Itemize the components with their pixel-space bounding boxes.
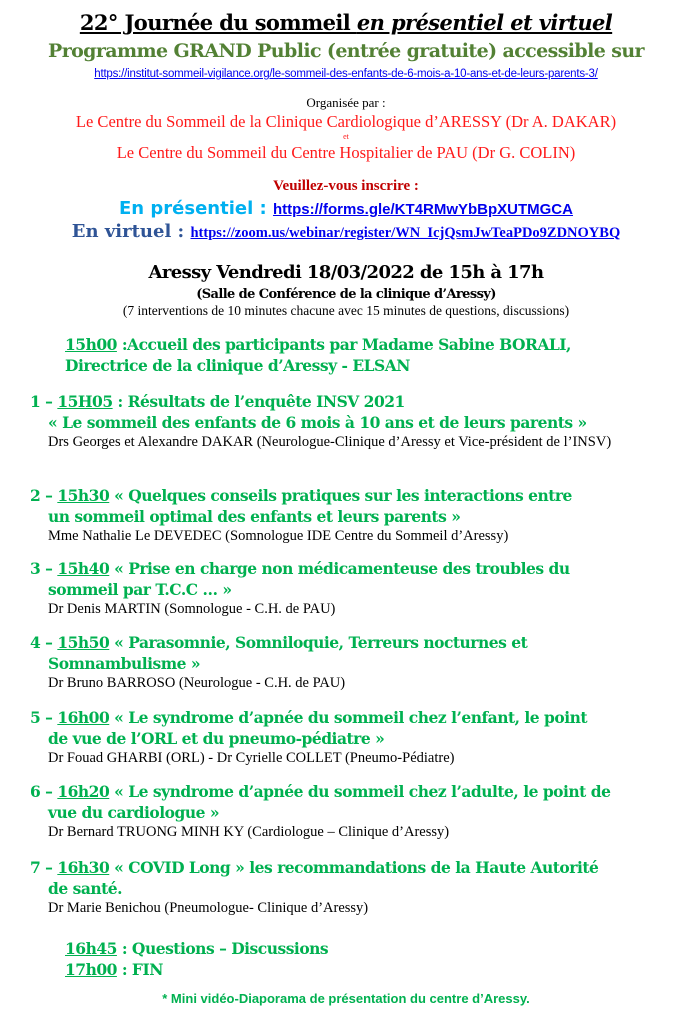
programme-item [30,781,670,842]
event-format: (7 interventions de 10 minutes chacune avec 15 minutes de questions, discussions) [122,303,570,318]
programme-item [30,707,670,768]
organiser-pau: Le Centre du Sommeil du Centre Hospitalier de PAU (Dr G. COLIN) [116,143,576,162]
item-title-cont: un sommeil optimal des enfants et leurs parents » [48,507,461,526]
presentiel-link[interactable]: https://forms.gle/KT4RMwYbBpXUTMGCA [272,201,573,218]
item-title: « COVID Long » les recommandations de la Haute Autorité [109,858,599,877]
item-number: 3 – [30,559,58,578]
item-speaker: Drs Georges et Alexandre DAKAR (Neurologue-Clinique d’Aressy et Vice-président de l’INSV) [48,434,612,450]
closing-block [65,938,328,980]
programme-item [30,558,670,619]
item-speaker: Dr Marie Benichou (Pneumologue- Clinique d’Aressy) [48,900,369,916]
welcome-line1: :Accueil des participants par Madame Sabine BORALI, [116,335,571,354]
item-title: « Prise en charge non médicamenteuse des troubles du [109,559,570,578]
item-speaker: Dr Fouad GHARBI (ORL) - Dr Cyrielle COLLET (Pneumo-Pédiatre) [48,750,455,766]
item-time: 16h30 [57,858,110,877]
item-title: : Résultats de l’enquête INSV 2021 [112,392,405,411]
closing-text: : Questions – Discussions [116,939,329,958]
presentiel-row [0,198,692,219]
item-title: « Quelques conseils pratiques sur les interactions entre [109,486,572,505]
item-number: 2 – [30,486,58,505]
et-label: et [343,132,349,141]
programme-item [30,857,670,918]
item-number: 7 – [30,858,58,877]
virtuel-label: En virtuel : [71,221,191,242]
item-number: 6 – [30,782,58,801]
programme-item [30,632,670,693]
event-venue: (Salle de Conférence de la clinique d’Aressy) [196,287,496,302]
item-speaker: Mme Nathalie Le DEVEDEC (Somnologue IDE Centre du Sommeil d’Aressy) [48,528,509,544]
page-title [0,10,692,35]
item-title: « Parasomnie, Somniloquie, Terreurs nocturnes et [109,633,528,652]
item-number: 4 – [30,633,58,652]
virtuel-link[interactable]: https://zoom.us/webinar/register/WN_IcjQsmJwTeaPDo9ZDNOYBQ [190,225,621,241]
item-time: 15H05 [57,392,113,411]
event-date: Aressy Vendredi 18/03/2022 de 15h à 17h [148,262,544,283]
organised-by: Organisée par : [306,95,386,110]
presentiel-label: En présentiel : [119,198,273,219]
welcome-block [65,334,571,376]
closing-text: : FIN [116,960,163,979]
item-title-cont: de santé. [48,879,123,898]
item-title-cont: vue du cardiologue » [48,803,220,822]
item-title-cont: sommeil par T.C.C … » [48,580,232,599]
item-title: « Le syndrome d’apnée du sommeil chez l’enfant, le point [109,708,588,727]
closing-time: 17h00 [65,960,117,979]
closing-time: 16h45 [65,939,117,958]
item-time: 16h00 [57,708,110,727]
programme-link[interactable]: https://institut-sommeil-vigilance.org/le-sommeil-des-enfants-de-6-mois-a-10-ans-et-de-leurs-parents-3/ [94,68,598,80]
welcome-line2: Directrice de la clinique d’Aressy - ELSAN [65,356,410,375]
item-title-cont: Somnambulisme » [48,654,201,673]
item-title-cont: de vue de l’ORL et du pneumo-pédiatre » [48,729,385,748]
item-time: 15h40 [57,559,110,578]
welcome-time: 15h00 [65,335,117,354]
programme-item [30,485,670,546]
item-number: 1 – [30,392,58,411]
item-time: 15h50 [57,633,110,652]
footer-note: * Mini vidéo-Diaporama de présentation du centre d’Aressy. [162,991,530,1006]
item-title-cont: « Le sommeil des enfants de 6 mois à 10 ans et de leurs parents » [48,413,587,432]
item-speaker: Dr Bernard TRUONG MINH KY (Cardiologue – Clinique d’Aressy) [48,824,450,840]
subtitle: Programme GRAND Public (entrée gratuite) accessible sur [48,40,644,62]
item-title: « Le syndrome d’apnée du sommeil chez l’adulte, le point de [109,782,611,801]
item-number: 5 – [30,708,58,727]
title-italic: en présentiel et virtuel [356,10,613,35]
item-speaker: Dr Denis MARTIN (Somnologue - C.H. de PAU) [48,601,336,617]
organiser-aressy: Le Centre du Sommeil de la Clinique Cardiologique d’ARESSY (Dr A. DAKAR) [75,112,617,131]
register-heading: Veuillez-vous inscrire : [273,178,419,194]
virtuel-row [0,221,692,242]
item-time: 15h30 [57,486,110,505]
item-speaker: Dr Bruno BARROSO (Neurologue - C.H. de PAU) [48,675,346,691]
title-text: 22° Journée du sommeil [79,10,357,35]
item-time: 16h20 [57,782,110,801]
programme-item [30,391,670,452]
